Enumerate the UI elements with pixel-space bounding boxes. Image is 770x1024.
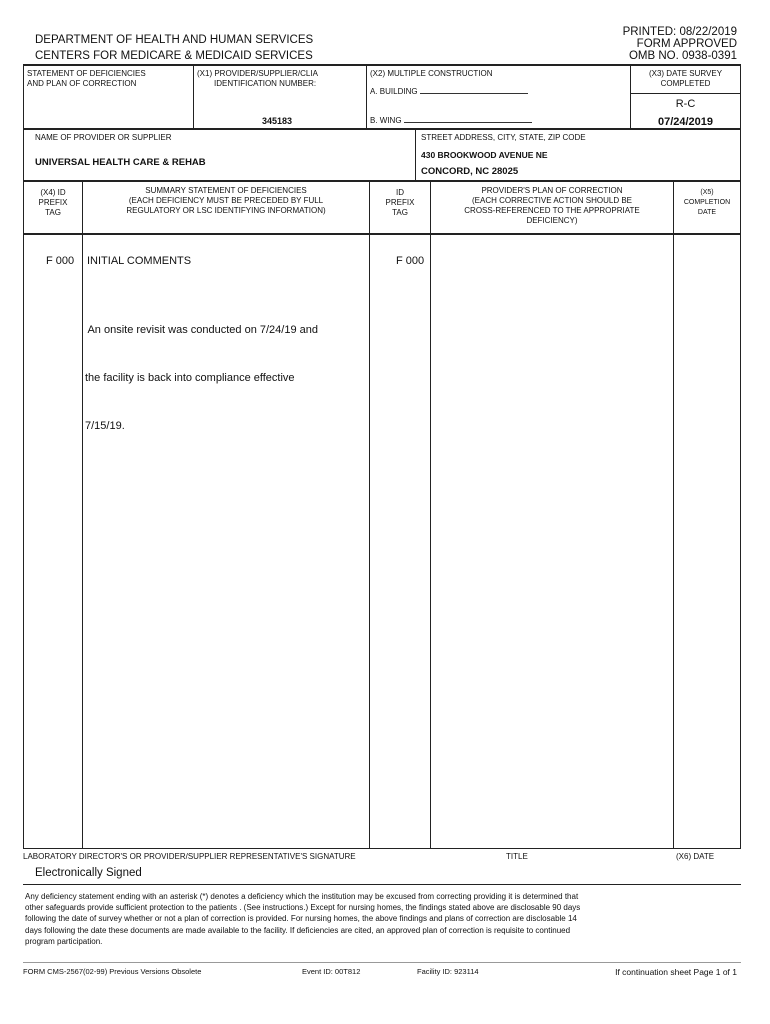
- divider: [82, 180, 83, 849]
- provider-label: NAME OF PROVIDER OR SUPPLIER: [35, 133, 172, 142]
- x2-label: (X2) MULTIPLE CONSTRUCTION: [370, 69, 493, 78]
- x5-header: [674, 188, 740, 218]
- form-number: FORM CMS-2567(02-99) Previous Versions Obsolete: [23, 967, 202, 976]
- divider: [23, 233, 741, 235]
- divider: [673, 180, 674, 849]
- disclaimer-2: other safeguards provide sufficient protection to the patients . (See instructions.) Except for nursing homes, the findings stated above are disclosable 90 days: [25, 903, 581, 913]
- x1-label-2: IDENTIFICATION NUMBER:: [214, 79, 317, 88]
- summary-header-2: (EACH DEFICIENCY MUST BE PRECEDED BY FULL: [128, 196, 324, 205]
- omb-number: OMB NO. 0938-0391: [628, 50, 737, 62]
- entry-body: [85, 290, 318, 450]
- entry-body-1: An onsite revisit was conducted on 7/24/19 and: [85, 324, 318, 336]
- plan-header-4: DEFICIENCY): [526, 216, 578, 225]
- divider: [23, 128, 741, 130]
- provider-name: UNIVERSAL HEALTH CARE & REHAB: [35, 157, 206, 168]
- x3-date: 07/24/2019: [657, 116, 714, 128]
- x4-header-2: PREFIX: [38, 198, 68, 207]
- divider: [369, 180, 370, 849]
- x5-header-1: (X5): [700, 189, 714, 196]
- x4-header-1: (X4) ID: [40, 188, 66, 197]
- divider: [23, 180, 741, 182]
- tag-right: F 000: [396, 255, 425, 267]
- statement-label-2: AND PLAN OF CORRECTION: [27, 79, 137, 88]
- x3-code: R-C: [675, 98, 696, 110]
- entry-body-2: the facility is back into compliance effective: [85, 372, 295, 384]
- printed-date: PRINTED: 08/22/2019: [622, 26, 737, 38]
- x3-label-1: (X3) DATE SURVEY: [648, 69, 723, 78]
- address-label: STREET ADDRESS, CITY, STATE, ZIP CODE: [421, 133, 586, 142]
- id-header-1: ID: [396, 188, 404, 197]
- disclaimer-4: days following the date these documents are made available to the facility. If deficiencies are cited, an approved plan of correction is requisite to continued: [25, 925, 571, 935]
- disclaimer-5: program participation.: [25, 936, 103, 946]
- divider: [366, 64, 367, 128]
- date-label: (X6) DATE: [676, 852, 715, 861]
- facility-id: Facility ID: 923114: [417, 967, 479, 976]
- divider: [193, 64, 194, 128]
- entry-body-3: 7/15/19.: [85, 420, 125, 432]
- entry-title: INITIAL COMMENTS: [87, 255, 192, 267]
- wing-row: [370, 114, 532, 126]
- x1-label-1: (X1) PROVIDER/SUPPLIER/CLIA: [197, 69, 318, 78]
- event-id: Event ID: 00T812: [302, 967, 361, 976]
- disclaimer-1: Any deficiency statement ending with an asterisk (*) denotes a deficiency which the institution may be excused from correcting providing it is determined that: [25, 892, 579, 901]
- top-border: [23, 64, 741, 66]
- id-header: [370, 188, 430, 218]
- disclaimer: [25, 891, 737, 947]
- summary-header-1: SUMMARY STATEMENT OF DEFICIENCIES: [145, 186, 307, 195]
- building-row: [370, 85, 528, 97]
- divider: [415, 128, 416, 180]
- address-line1: 430 BROOKWOOD AVENUE NE: [421, 150, 548, 160]
- divider: [430, 180, 431, 849]
- wing-label: B. WING: [370, 116, 402, 125]
- wing-field: [404, 114, 532, 123]
- statement-label-1: STATEMENT OF DEFICIENCIES: [27, 69, 146, 78]
- address-line2: CONCORD, NC 28025: [421, 166, 519, 177]
- summary-header-3: REGULATORY OR LSC IDENTIFYING INFORMATION): [126, 206, 326, 215]
- plan-header: [431, 186, 673, 226]
- divider: [23, 884, 741, 885]
- summary-header: [83, 186, 369, 216]
- department-title: DEPARTMENT OF HEALTH AND HUMAN SERVICES: [35, 34, 314, 46]
- signature-label: LABORATORY DIRECTOR'S OR PROVIDER/SUPPLIER REPRESENTATIVE'S SIGNATURE: [23, 852, 356, 861]
- x5-header-2: COMPLETION: [683, 199, 731, 206]
- building-label: A. BUILDING: [370, 87, 418, 96]
- id-header-3: TAG: [392, 208, 408, 217]
- plan-header-1: PROVIDER'S PLAN OF CORRECTION: [481, 186, 623, 195]
- id-header-2: PREFIX: [385, 198, 415, 207]
- footer-divider: [23, 962, 741, 963]
- form-approved: FORM APPROVED: [636, 38, 737, 50]
- divider: [23, 848, 741, 849]
- building-field: [420, 85, 528, 94]
- electronic-signature: Electronically Signed: [35, 867, 142, 879]
- page-indicator: If continuation sheet Page 1 of 1: [615, 967, 737, 977]
- agency-title: CENTERS FOR MEDICARE & MEDICAID SERVICES: [35, 50, 313, 62]
- x1-value: 345183: [262, 116, 293, 126]
- x4-header-3: TAG: [45, 208, 61, 217]
- title-label: TITLE: [506, 852, 528, 861]
- tag-left: F 000: [46, 255, 75, 267]
- plan-header-3: CROSS-REFERENCED TO THE APPROPRIATE: [464, 206, 640, 215]
- plan-header-2: (EACH CORRECTIVE ACTION SHOULD BE: [471, 196, 633, 205]
- divider: [630, 93, 741, 94]
- x4-header: [24, 188, 82, 218]
- x3-label-2: COMPLETED: [660, 79, 711, 88]
- x5-header-3: DATE: [697, 209, 717, 216]
- disclaimer-3: following the date of survey whether or not a plan of correction is provided. For nursing homes, the above findings and plans of correction are disclosable 14: [25, 914, 577, 924]
